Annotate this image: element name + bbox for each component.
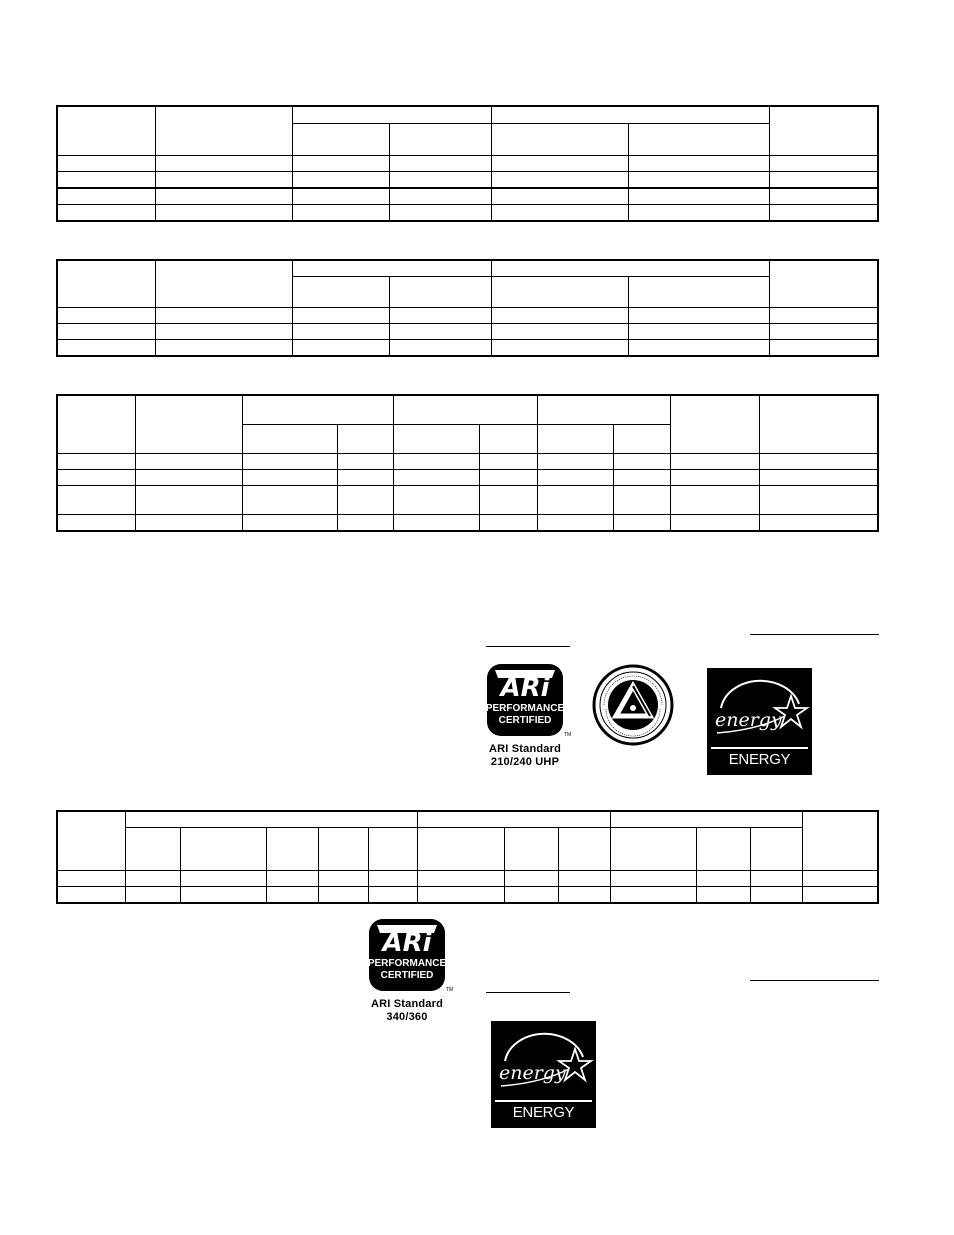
energy-star-icon bbox=[491, 1021, 596, 1101]
ari-caption-line-1: ARI Standard bbox=[488, 743, 562, 755]
energy-star-logo-2 bbox=[491, 1021, 596, 1143]
spec-table-2 bbox=[56, 259, 879, 357]
ari-badge-icon bbox=[480, 660, 570, 738]
svg-text:CERTIFIED: CERTIFIED bbox=[380, 970, 434, 981]
svg-text:ARi: ARi bbox=[382, 928, 432, 958]
svg-text:energy: energy bbox=[499, 1062, 566, 1084]
svg-text:TM: TM bbox=[446, 987, 454, 993]
spec-table-1 bbox=[56, 105, 879, 222]
ari-certified-logo-340 bbox=[362, 915, 452, 1024]
ari-logo-caption bbox=[362, 998, 452, 1024]
ari-logo-caption bbox=[480, 743, 570, 769]
ari-caption-line-2: 210/240 UHP bbox=[490, 756, 560, 768]
energy-star-icon bbox=[707, 668, 812, 748]
ari-caption-line-1: ARI Standard bbox=[370, 998, 444, 1010]
spec-table-3 bbox=[56, 394, 879, 532]
svg-text:energy: energy bbox=[715, 709, 782, 731]
energy-star-label: ENERGY STAR bbox=[495, 1100, 592, 1124]
heading-rule-left-2 bbox=[486, 992, 570, 993]
energy-star-logo-1 bbox=[707, 668, 812, 790]
ari-sound-seal bbox=[592, 664, 674, 746]
ari-certified-logo-210 bbox=[480, 660, 570, 769]
svg-text:TM: TM bbox=[564, 732, 572, 738]
spec-table-4 bbox=[56, 810, 879, 904]
energy-star-label: ENERGY STAR bbox=[711, 747, 808, 771]
heading-rule-right bbox=[750, 634, 879, 635]
sound-rating-seal-icon bbox=[592, 664, 674, 746]
svg-text:CERTIFIED: CERTIFIED bbox=[498, 715, 552, 726]
svg-text:PERFORMANCE: PERFORMANCE bbox=[485, 703, 565, 714]
svg-text:PERFORMANCE: PERFORMANCE bbox=[367, 958, 447, 969]
svg-text:ARi: ARi bbox=[500, 673, 550, 703]
ari-badge-icon bbox=[362, 915, 452, 993]
heading-rule-left bbox=[486, 646, 570, 647]
heading-rule-right-2 bbox=[750, 980, 879, 981]
ari-caption-line-2: 340/360 bbox=[386, 1011, 428, 1023]
